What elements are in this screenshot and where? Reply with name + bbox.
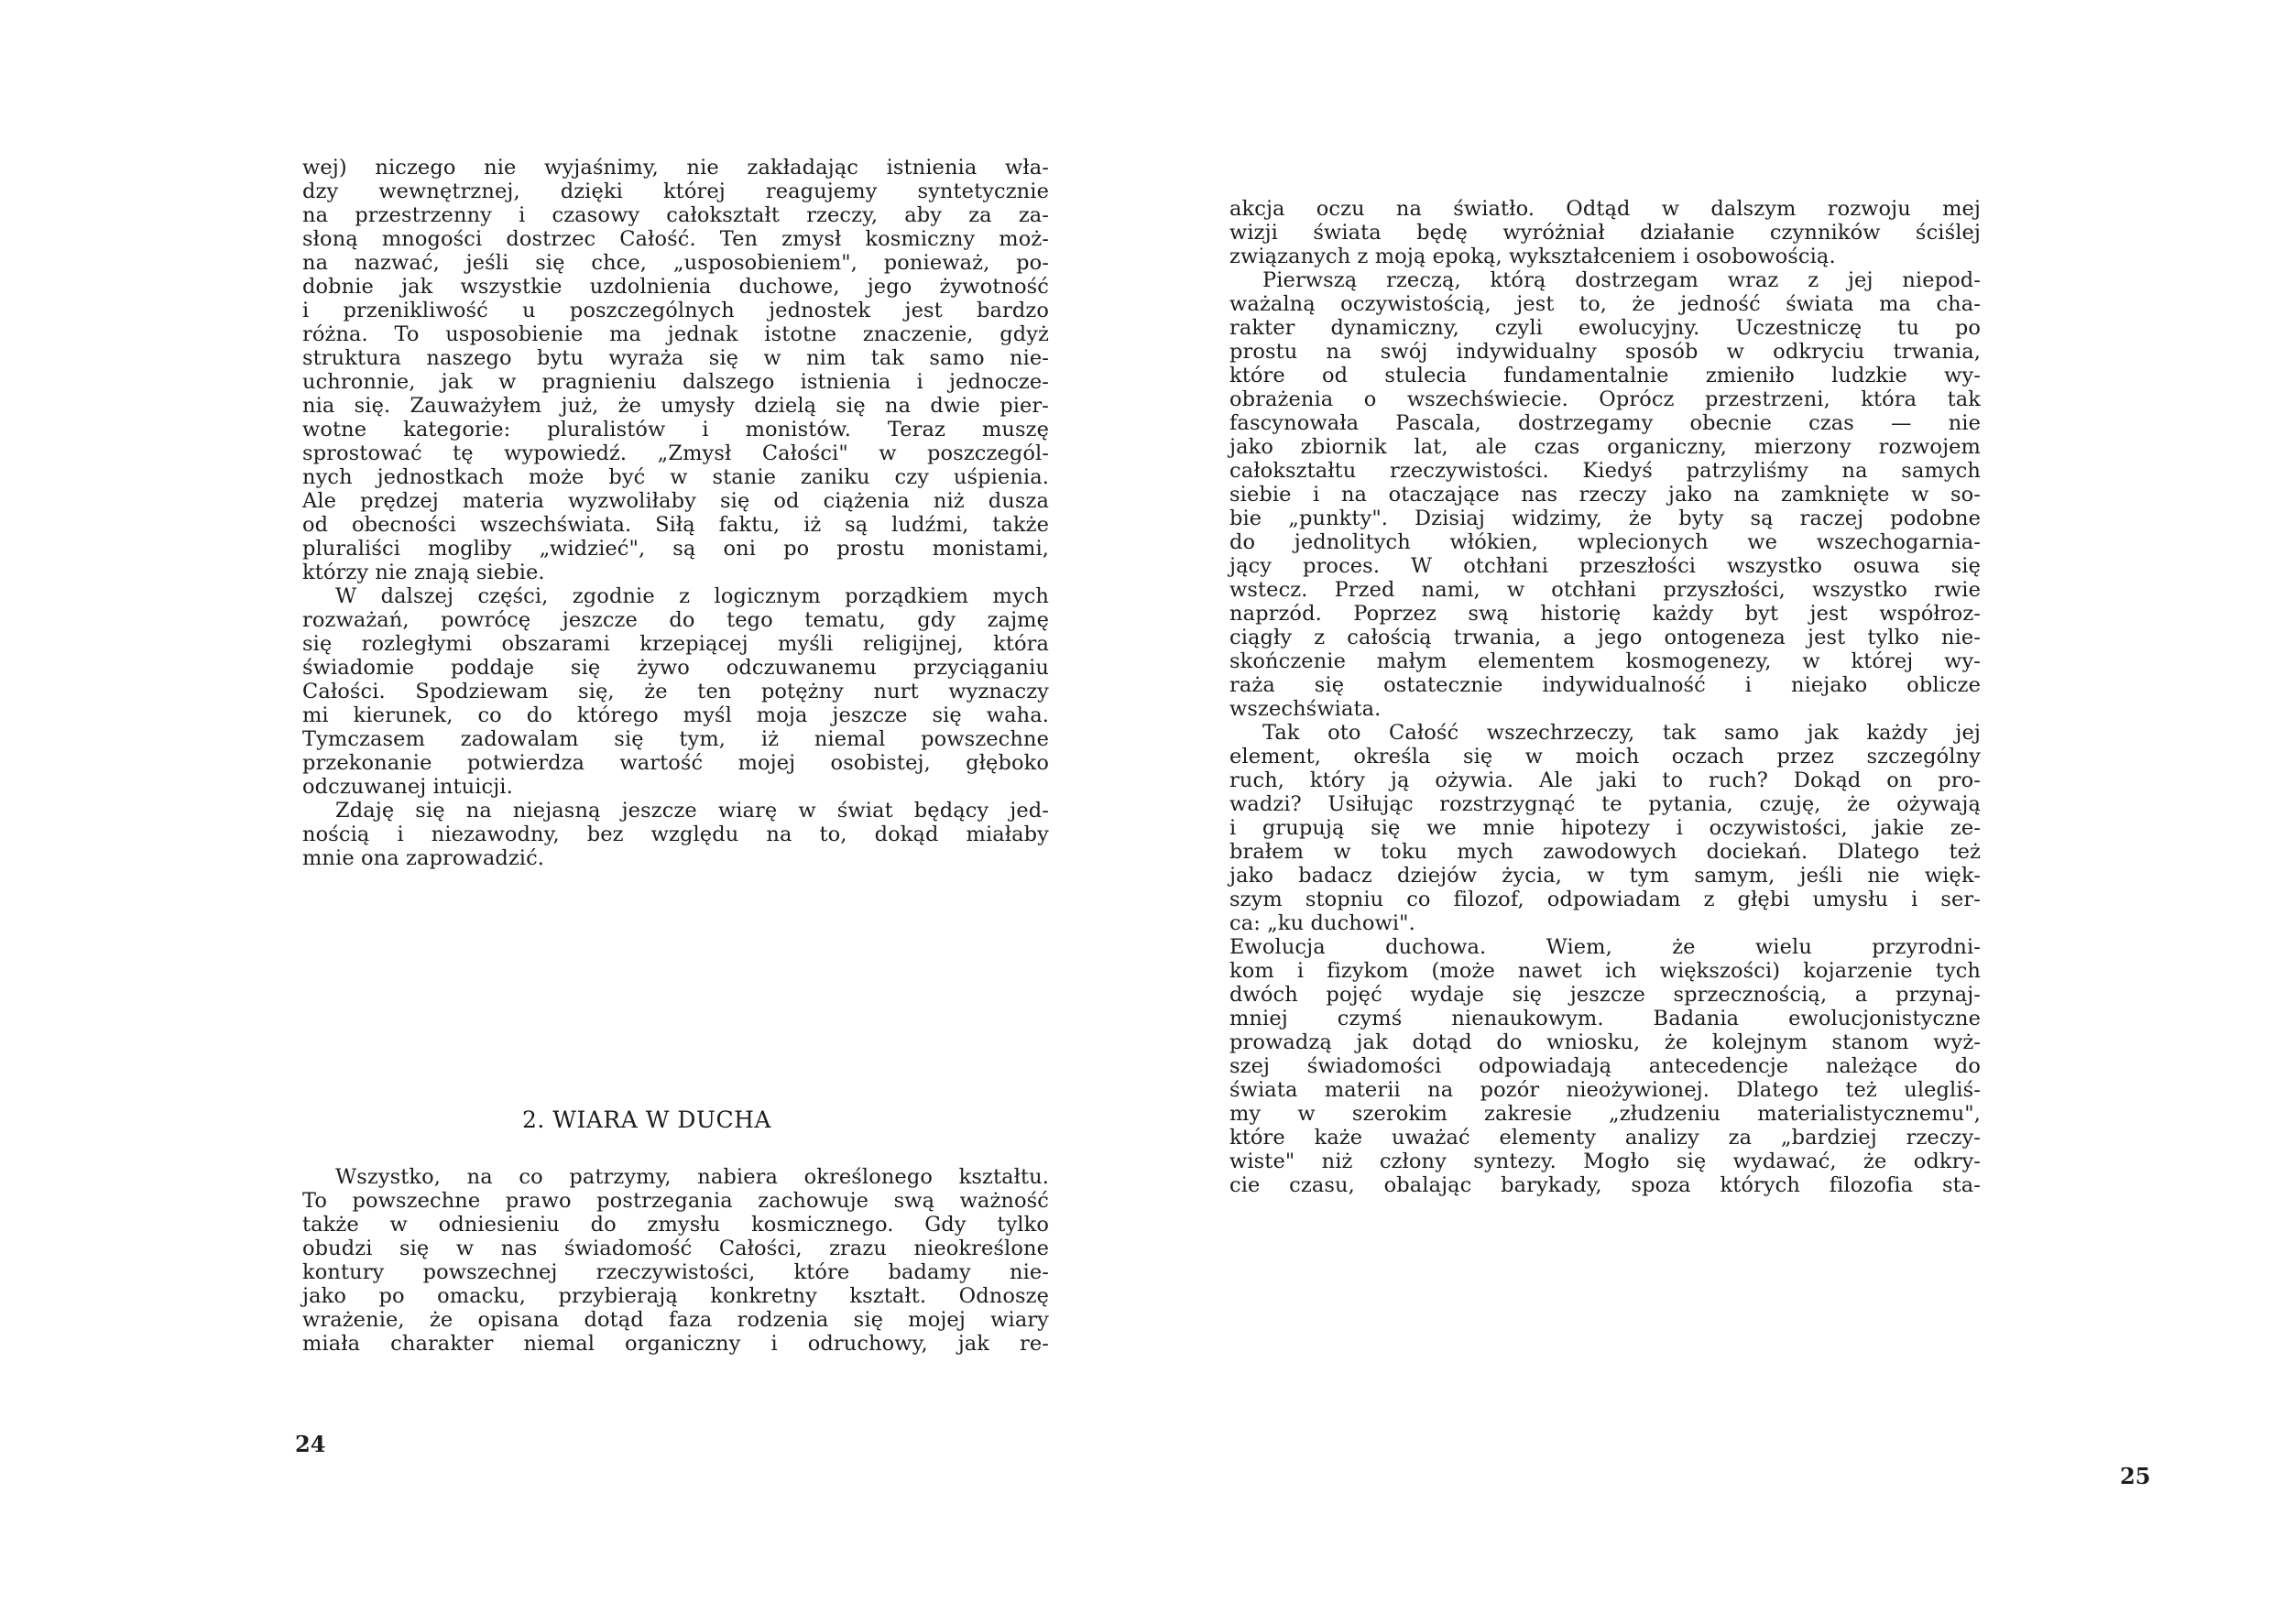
text-line: W dalszej części, zgodnie z logicznym porządkiem mych [335,584,1049,608]
text-line: wiste" niż człony syntezy. Mogło się wydawać, że odkry- [1229,1150,1981,1173]
text-line: także w odniesieniu do zmysłu kosmicznego. Gdy tylko [302,1213,1049,1237]
text-line: na nazwać, jeśli się chce, „usposobieniem", ponieważ, po- [302,251,1049,275]
text-line: nością i niezawodny, bez względu na to, dokąd miałaby [302,823,1049,846]
text-line: rakter dynamiczny, czyli ewolucyjny. Uczestniczę tu po [1229,316,1981,340]
text-line: mnie ona zaprowadzić. [302,846,545,870]
text-line: które każe uważać elementy analizy za „bardziej rzeczy- [1229,1126,1981,1150]
text-line: od obecności wszechświata. Siłą faktu, iż są ludźmi, także [302,513,1049,537]
text-line: jący proces. W otchłani przeszłości wszystko osuwa się [1229,554,1981,578]
text-line: różna. To usposobienie ma jednak istotne znaczenie, gdyż [302,322,1049,346]
text-line: Tymczasem zadowalam się tym, iż niemal powszechne [302,727,1049,751]
text-line: Całości. Spodziewam się, że ten potężny nurt wyznaczy [302,680,1049,703]
text-line: wotne kategorie: pluralistów i monistów. Teraz muszę [302,418,1049,441]
text-line: jako zbiornik lat, ale czas organiczny, mierzony rozwojem [1229,435,1981,459]
text-line: dzy wewnętrznej, dzięki której reagujemy syntetycznie [302,180,1049,203]
left-text-block-lower [302,1165,1049,1356]
text-line: miała charakter niemal organiczny i odruchowy, jak re- [302,1332,1049,1356]
text-line: się rozległymi obszarami krzepiącej myśli religijnej, która [302,632,1049,656]
text-line: Pierwszą rzeczą, którą dostrzegam wraz z jej niepod- [1262,268,1981,292]
text-line: nia się. Zauważyłem już, że umysły dzielą się na dwie pier- [302,394,1049,418]
text-line: rozważań, powrócę jeszcze do tego tematu, gdy zajmę [302,608,1049,632]
text-line: kontury powszechnej rzeczywistości, które badamy nie- [302,1260,1049,1284]
text-line: brałem w toku mych zawodowych dociekań. Dlatego też [1229,840,1981,864]
text-line: wadzi? Usiłując rozstrzygnąć te pytania, czuję, że ożywają [1229,792,1981,816]
text-line: prostu na swój indywidualny sposób w odkryciu trwania, [1229,340,1981,364]
text-line: mi kierunek, co do którego myśl moja jeszcze się waha. [302,703,1049,727]
text-line: wrażenie, że opisana dotąd faza rodzenia się mojej wiary [302,1308,1049,1332]
chapter-heading: 2. WIARA W DUCHA [522,1106,771,1133]
text-line: obrażenia o wszechświecie. Oprócz przestrzeni, która tak [1229,387,1981,411]
text-line: Ale prędzej materia wyzwoliłaby się od ciążenia niż dusza [302,489,1049,513]
text-line: całokształtu rzeczywistości. Kiedyś patrzyliśmy na samych [1229,459,1981,483]
text-line: raża się ostatecznie indywidualność i niejako oblicze [1229,673,1981,697]
text-line: dwóch pojęć wydaje się jeszcze sprzecznością, a przynaj- [1229,983,1981,1007]
text-line: do jednolitych włókien, wplecionych we wszechogarnia- [1229,530,1981,554]
text-line: cie czasu, obalając barykady, spoza których filozofia sta- [1229,1173,1981,1197]
text-line: prowadzą jak dotąd do wniosku, że kolejnym stanom wyż- [1229,1030,1981,1054]
text-line: kom i fizykom (może nawet ich większości) kojarzenie tych [1229,959,1981,983]
text-line: Zdaję się na niejasną jeszcze wiarę w świat będący jed- [335,799,1049,823]
text-line: wizji świata będę wyróżniał działanie czynników ściślej [1229,221,1981,245]
text-line: szej świadomości odpowiadają antecedencje należące do [1229,1054,1981,1078]
text-line: którzy nie znają siebie. [302,561,545,584]
text-line: wszechświata. [1229,697,1382,721]
left-text-block [302,156,1049,870]
text-line: ruch, który ją ożywia. Ale jaki to ruch? Dokąd on pro- [1229,768,1981,792]
text-line: pluraliści mogliby „widzieć", są oni po prostu monistami, [302,537,1049,561]
text-line: Tak oto Całość wszechrzeczy, tak samo jak każdy jej [1262,721,1981,745]
text-line: i przenikliwość u poszczególnych jednostek jest bardzo [302,299,1049,322]
text-line: To powszechne prawo postrzegania zachowuje swą ważność [302,1189,1049,1213]
text-line: skończenie małym elementem kosmogenezy, w której wy- [1229,649,1981,673]
text-line: fascynowała Pascala, dostrzegamy obecnie czas — nie [1229,411,1981,435]
text-line: świadomie poddaje się żywo odczuwanemu przyciąganiu [302,656,1049,680]
text-line: akcja oczu na światło. Odtąd w dalszym rozwoju mej [1229,197,1981,221]
page-number: 25 [2120,1463,2151,1489]
text-line: szym stopniu co filozof, odpowiadam z głębi umysłu i ser- [1229,888,1981,911]
text-line: które od stulecia fundamentalnie zmieniło ludzkie wy- [1229,364,1981,387]
text-line: świata materii na pozór nieożywionej. Dlatego też ulegliś- [1229,1078,1981,1102]
text-line: nych jednostkach może być w stanie zaniku czy uśpienia. [302,465,1049,489]
text-line: jako po omacku, przybierają konkretny kształt. Odnoszę [302,1284,1049,1308]
text-line: bie „punkty". Dzisiaj widzimy, że byty są raczej podobne [1229,507,1981,530]
text-line: słoną mnogości dostrzec Całość. Ten zmysł kosmiczny moż- [302,227,1049,251]
text-line: struktura naszego bytu wyraża się w nim tak samo nie- [302,346,1049,370]
text-line: wstecz. Przed nami, w otchłani przyszłości, wszystko rwie [1229,578,1981,602]
text-line: związanych z moją epoką, wykształceniem i osobowością. [1229,245,1836,268]
text-line: i grupują się we mnie hipotezy i oczywistości, jakie ze- [1229,816,1981,840]
text-line: przekonanie potwierdza wartość mojej osobistej, głęboko [302,751,1049,775]
text-line: element, określa się w moich oczach przez szczególny [1229,745,1981,768]
text-line: mniej czymś nienaukowym. Badania ewolucjonistyczne [1229,1007,1981,1030]
text-line: Wszystko, na co patrzymy, nabiera określonego kształtu. [335,1165,1049,1189]
text-line: naprzód. Poprzez swą historię każdy byt jest współroz- [1229,602,1981,626]
text-line: wej) niczego nie wyjaśnimy, nie zakładając istnienia wła- [302,156,1049,180]
text-line: ca: „ku duchowi". [1229,911,1415,935]
right-text-block [1229,197,1981,1197]
text-line: jako badacz dziejów życia, w tym samym, jeśli nie więk- [1229,864,1981,888]
text-line: dobnie jak wszystkie uzdolnienia duchowe, jego żywotność [302,275,1049,299]
text-line: siebie i na otaczające nas rzeczy jako na zamknięte w so- [1229,483,1981,507]
text-line: obudzi się w nas świadomość Całości, zrazu nieokreślone [302,1237,1049,1260]
text-line: uchronnie, jak w pragnieniu dalszego istnienia i jednocze- [302,370,1049,394]
text-line: Ewolucja duchowa. Wiem, że wielu przyrodni- [1229,935,1981,959]
text-line: sprostować tę wypowiedź. „Zmysł Całości" w poszczegól- [302,441,1049,465]
text-line: ciągły z całością trwania, a jego ontogeneza jest tylko nie- [1229,626,1981,649]
text-line: na przestrzenny i czasowy całokształt rzeczy, aby za za- [302,203,1049,227]
text-line: ważalną oczywistością, jest to, że jedność świata ma cha- [1229,292,1981,316]
right-page [1147,0,2294,1624]
page-number: 24 [295,1431,326,1457]
text-line: odczuwanej intuicji. [302,775,513,799]
text-line: my w szerokim zakresie „złudzeniu materialistycznemu", [1229,1102,1981,1126]
